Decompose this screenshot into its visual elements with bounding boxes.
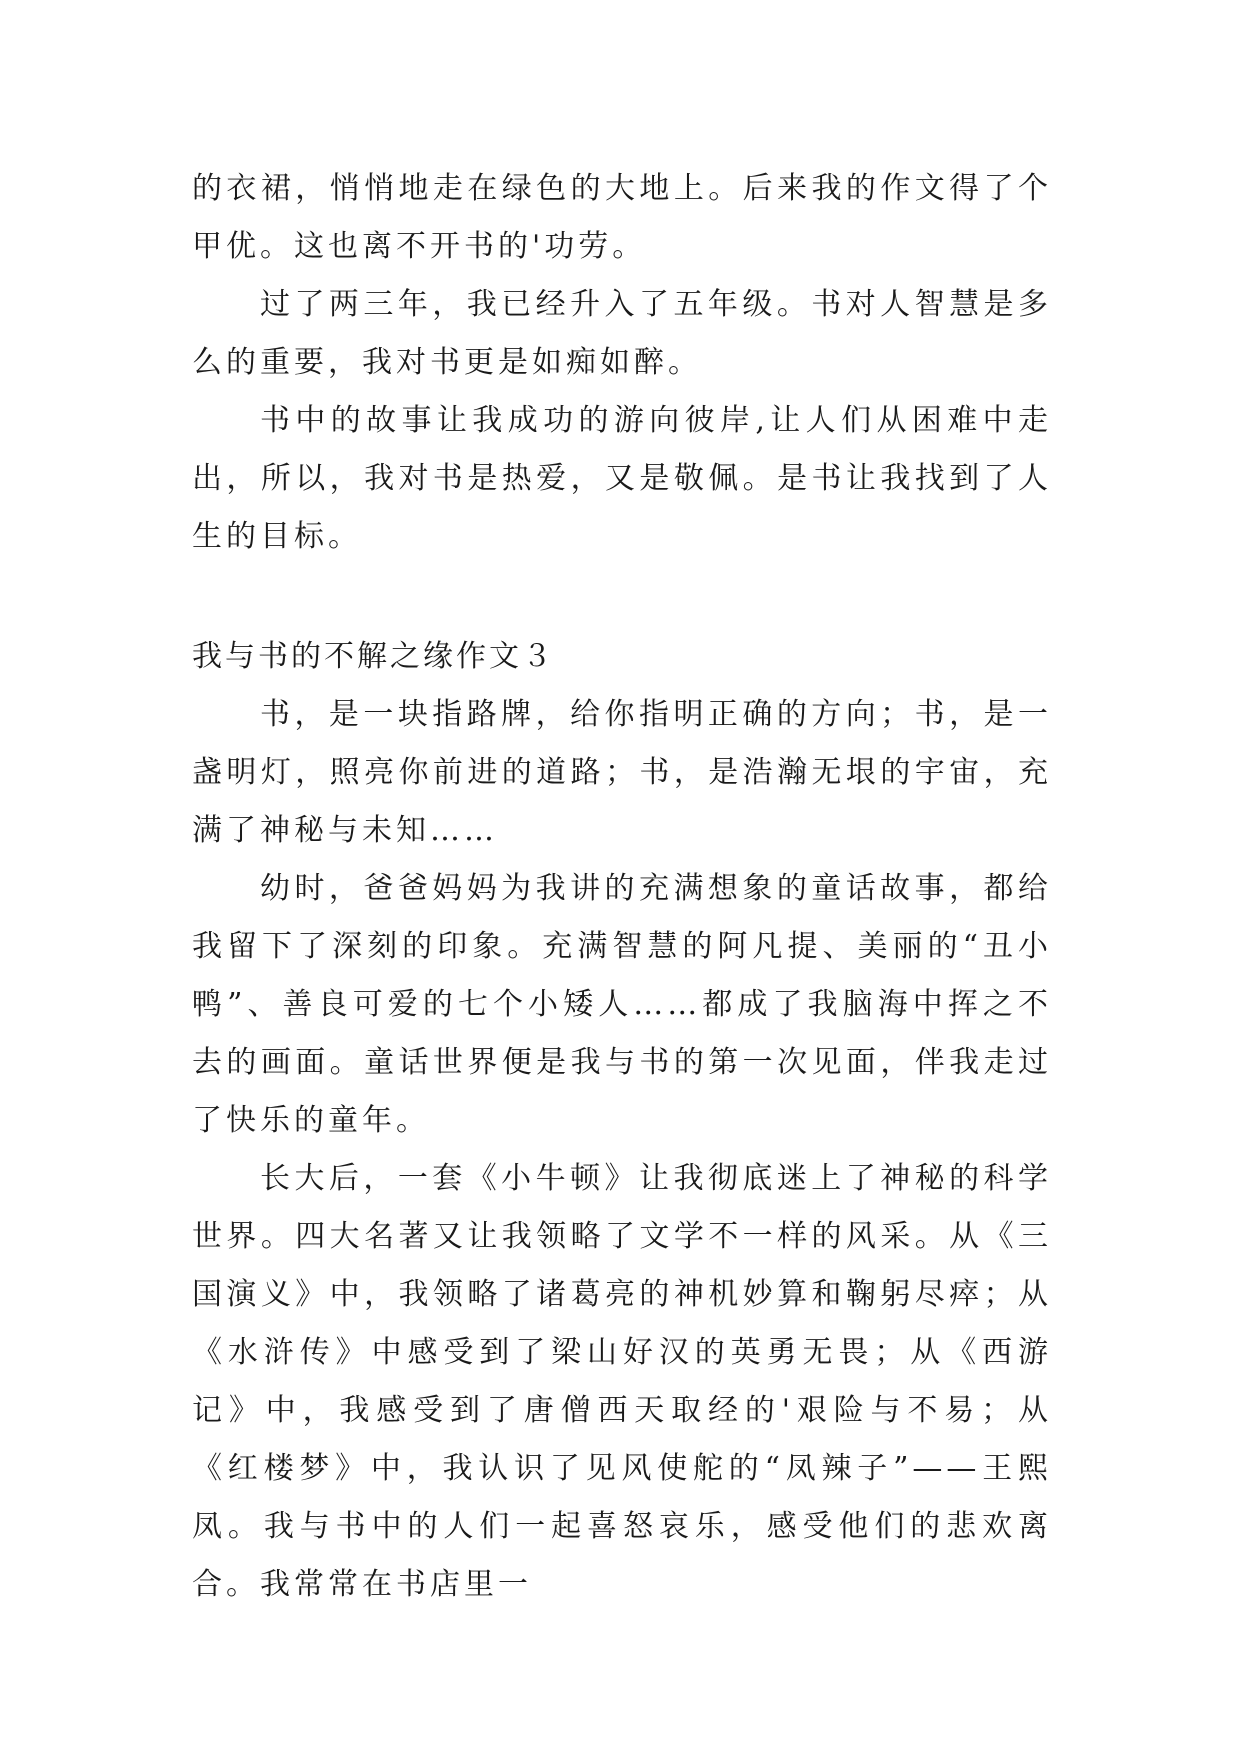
paragraph: 幼时，爸爸妈妈为我讲的充满想象的童话故事，都给我留下了深刻的印象。充满智慧的阿凡提、美丽的“丑小鸭”、善良可爱的七个小矮人……都成了我脑海中挥之不去的画面。童话世界便是我与书的第一次见面，伴我走过了快乐的童年。 — [192, 871, 1052, 1138]
section-heading: 我与书的不解之缘作文３ — [192, 639, 555, 674]
paragraph: 的衣裙，悄悄地走在绿色的大地上。后来我的作文得了个甲优。这也离不开书的'功劳。 — [192, 171, 1052, 264]
article-body — [192, 160, 1052, 1614]
paragraph: 过了两三年，我已经升入了五年级。书对人智慧是多么的重要，我对书更是如痴如醉。 — [192, 287, 1052, 380]
paragraph: 书，是一块指路牌，给你指明正确的方向；书，是一盏明灯，照亮你前进的道路；书，是浩瀚无垠的宇宙，充满了神秘与未知…… — [192, 697, 1052, 848]
paragraph: 书中的故事让我成功的游向彼岸,让人们从困难中走出，所以，我对书是热爱，又是敬佩。是书让我找到了人生的目标。 — [192, 403, 1052, 554]
paragraph: 长大后，一套《小牛顿》让我彻底迷上了神秘的科学世界。四大名著又让我领略了文学不一样的风采。从《三国演义》中，我领略了诸葛亮的神机妙算和鞠躬尽瘁；从《水浒传》中感受到了梁山好汉的英勇无畏；从《西游记》中，我感受到了唐僧西天取经的'艰险与不易；从《红楼梦》中，我认识了见风使舵的“凤辣子”——王熙凤。我与书中的人们一起喜怒哀乐，感受他们的悲欢离合。我常常在书店里一 — [192, 1161, 1052, 1602]
